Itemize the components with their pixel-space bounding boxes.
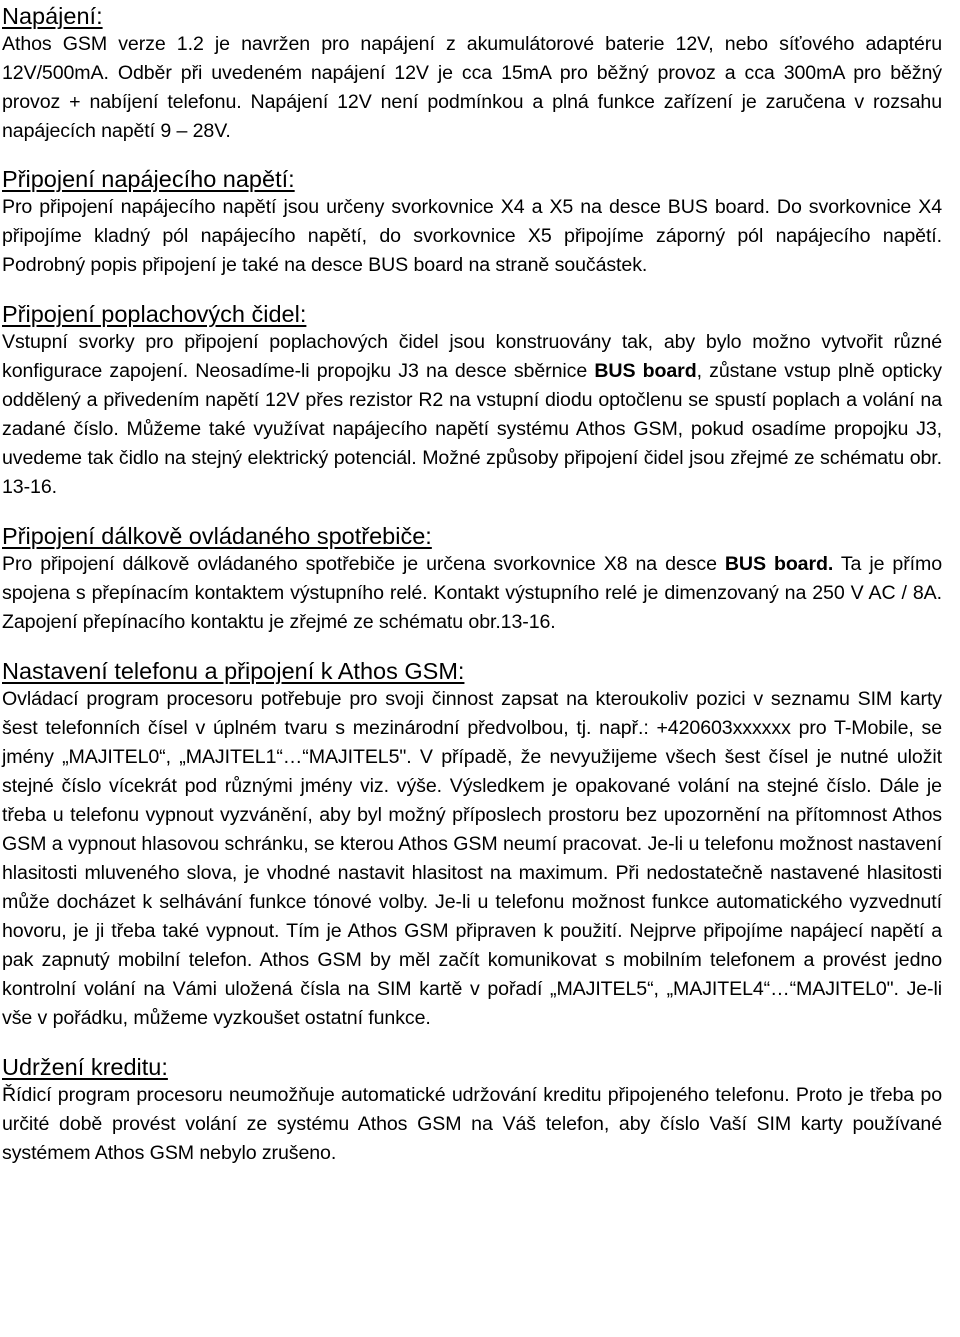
section-body bbox=[2, 328, 942, 502]
section-heading: Nastavení telefonu a připojení k Athos GSM: bbox=[2, 658, 465, 684]
section-body: Ovládací program procesoru potřebuje pro svoji činnost zapsat na kteroukoliv pozici v seznamu SIM karty šest telefonních čísel v úplném tvaru s mezinárodní předvolbou, tj. např.: +420603xxxxxx pro T-Mobile, se jmény „MAJITEL0“, „MAJITEL1“…“MAJITEL5". V případě, že nevyužijeme všech šest čísel je nutné uložit stejné číslo vícekrát pod různými jmény viz. výše. Výsledkem je opakované volání na stejné číslo. Dále je třeba u telefonu vypnout vyzvánění, aby byl možný příposlech prostoru bez upozornění na přítomnost Athos GSM a vypnout hlasovou schránku, se kterou Athos GSM neumí pracovat. Je-li u telefonu možnost nastavení hlasitosti mluveného slova, je vhodné nastavit hlasitost na maximum. Při nedostatečně nastavené hlasitosti může docházet k selhávání funkce tónové volby. Je-li u telefonu možnost funkce automatického vyzvednutí hovoru, je ji třeba také vypnout. Tím je Athos GSM připraven k použití. Nejprve připojíme napájecí napětí a pak zapnutý mobilní telefon. Athos GSM by měl začít komunikovat s mobilním telefonem a provést jedno kontrolní volání na Vámi uložená čísla na SIM kartě v pořadí „MAJITEL5“, „MAJITEL4“…“MAJITEL0". Je-li vše v pořádku, můžeme vyzkoušet ostatní funkce. bbox=[2, 688, 942, 1029]
section-heading: Připojení dálkově ovládaného spotřebiče: bbox=[2, 523, 432, 549]
section-udrzeni-kreditu bbox=[2, 1051, 942, 1168]
section-body: Řídicí program procesoru neumožňuje automatické udržování kreditu připojeného telefonu. Proto je třeba po určité době provést volání ze systému Athos GSM na Váš telefon, aby číslo Vaší SIM karty používané systémem Athos GSM nebylo zrušeno. bbox=[2, 1084, 942, 1164]
section-heading: Napájení: bbox=[2, 3, 103, 29]
document-page bbox=[2, 0, 942, 1168]
body-text: Ta je přímo spojena s přepínacím kontaktem výstupního relé. Kontakt výstupního relé je dimenzovaný na 250 V AC / 8A. Zapojení přepínacího kontaktu je zřejmé ze schématu obr.13-16. bbox=[2, 553, 942, 633]
section-heading: Udržení kreditu: bbox=[2, 1054, 168, 1080]
section-pripojeni-spotrebice bbox=[2, 520, 942, 637]
body-text: , zůstane vstup plně opticky oddělený a přivedením napětí 12V přes rezistor R2 na vstupní diodu optočlenu se spustí poplach a volání na zadané číslo. Můžeme také využívat napájecího napětí systému Athos GSM, pokud osadíme propojku J3, uvedeme tak čidlo na stejný elektrický potenciál. Možné způsoby připojení čidel jsou zřejmé ze schématu obr. 13-16. bbox=[2, 360, 943, 498]
section-body bbox=[2, 550, 942, 637]
section-napajeni bbox=[2, 0, 942, 146]
section-nastaveni-telefonu bbox=[2, 655, 942, 1033]
section-heading: Připojení napájecího napětí: bbox=[2, 166, 295, 192]
section-pripojeni-napajeciho-napeti bbox=[2, 163, 942, 280]
section-heading: Připojení poplachových čidel: bbox=[2, 301, 307, 327]
section-body: Athos GSM verze 1.2 je navržen pro napájení z akumulátorové baterie 12V, nebo síťového adaptéru 12V/500mA. Odběr při uvedeném napájení 12V je cca 15mA pro běžný provoz a cca 300mA pro běžný provoz + nabíjení telefonu. Napájení 12V není podmínkou a plná funkce zařízení je zaručena v rozsahu napájecích napětí 9 – 28V. bbox=[2, 33, 942, 142]
bold-text: BUS board. bbox=[724, 553, 834, 575]
section-pripojeni-poplachovych-cidel bbox=[2, 298, 942, 502]
body-text: Pro připojení dálkově ovládaného spotřebiče je určena svorkovnice X8 na desce bbox=[2, 553, 725, 575]
section-body: Pro připojení napájecího napětí jsou určeny svorkovnice X4 a X5 na desce BUS board. Do svorkovnice X4 připojíme kladný pól napájecího napětí, do svorkovnice X5 připojíme záporný pól napájecího napětí. Podrobný popis připojení je také na desce BUS board na straně součástek. bbox=[2, 196, 942, 276]
bold-text: BUS board bbox=[594, 360, 697, 382]
body-text: Vstupní svorky pro připojení poplachových čidel jsou konstruovány tak, aby bylo možno vytvořit různé konfigurace zapojení. Neosadíme-li propojku J3 na desce sběrnice bbox=[2, 331, 942, 382]
